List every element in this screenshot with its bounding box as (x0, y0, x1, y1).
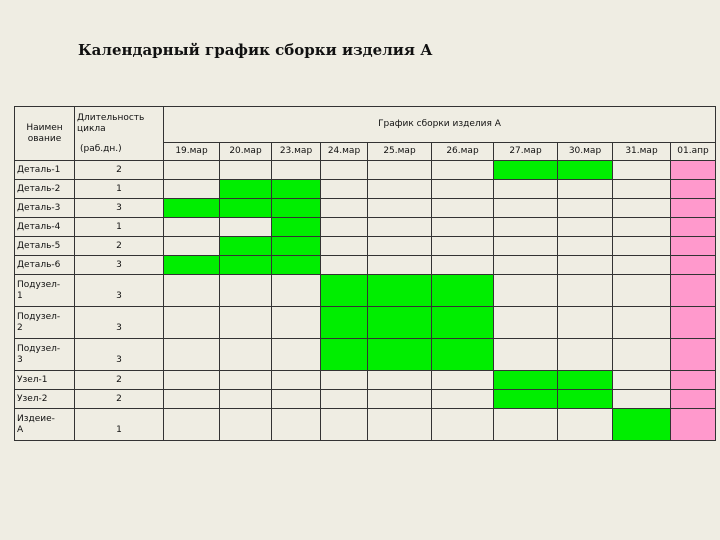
date-header: 31.мар (613, 143, 671, 161)
scheduled-cell (432, 307, 494, 339)
empty-cell (613, 161, 671, 180)
empty-cell (558, 180, 613, 199)
row-duration: 2 (75, 390, 164, 409)
scheduled-cell (494, 390, 558, 409)
empty-cell (220, 275, 272, 307)
empty-cell (220, 161, 272, 180)
empty-cell (558, 275, 613, 307)
final-day-cell (671, 199, 716, 218)
final-day-cell (671, 256, 716, 275)
empty-cell (321, 371, 368, 390)
scheduled-cell (368, 339, 432, 371)
row-duration: 1 (75, 218, 164, 237)
empty-cell (368, 390, 432, 409)
empty-cell (613, 307, 671, 339)
empty-cell (558, 256, 613, 275)
empty-cell (321, 409, 368, 441)
page-title: Календарный график сборки изделия А (78, 41, 433, 59)
empty-cell (494, 237, 558, 256)
empty-cell (494, 275, 558, 307)
empty-cell (164, 390, 220, 409)
row-name: Деталь-3 (15, 199, 75, 218)
empty-cell (432, 199, 494, 218)
date-header: 19.мар (164, 143, 220, 161)
empty-cell (368, 218, 432, 237)
empty-cell (164, 275, 220, 307)
empty-cell (272, 409, 321, 441)
row-duration: 2 (75, 237, 164, 256)
table-row (15, 256, 716, 275)
scheduled-cell (432, 339, 494, 371)
row-duration: 3 (75, 339, 164, 371)
date-header: 26.мар (432, 143, 494, 161)
header-schedule: График сборки изделия А (164, 107, 716, 143)
scheduled-cell (558, 161, 613, 180)
scheduled-cell (558, 371, 613, 390)
row-duration: 2 (75, 161, 164, 180)
assembly-schedule-table (14, 106, 716, 441)
empty-cell (272, 390, 321, 409)
table-row (15, 390, 716, 409)
empty-cell (432, 371, 494, 390)
row-name: Издеие- А (15, 409, 75, 441)
date-header: 24.мар (321, 143, 368, 161)
table-row (15, 307, 716, 339)
scheduled-cell (494, 161, 558, 180)
empty-cell (432, 409, 494, 441)
row-name: Деталь-2 (15, 180, 75, 199)
scheduled-cell (558, 390, 613, 409)
empty-cell (613, 218, 671, 237)
empty-cell (272, 275, 321, 307)
empty-cell (321, 180, 368, 199)
empty-cell (494, 180, 558, 199)
empty-cell (164, 237, 220, 256)
empty-cell (368, 256, 432, 275)
final-day-cell (671, 275, 716, 307)
row-duration: 3 (75, 199, 164, 218)
row-duration: 2 (75, 371, 164, 390)
row-name: Подузел- 1 (15, 275, 75, 307)
row-name: Деталь-4 (15, 218, 75, 237)
row-duration: 3 (75, 275, 164, 307)
date-header: 27.мар (494, 143, 558, 161)
scheduled-cell (494, 371, 558, 390)
header-duration-unit: (раб.дн.) (80, 143, 122, 154)
scheduled-cell (368, 275, 432, 307)
empty-cell (220, 371, 272, 390)
empty-cell (558, 409, 613, 441)
empty-cell (432, 390, 494, 409)
empty-cell (164, 307, 220, 339)
empty-cell (494, 409, 558, 441)
empty-cell (164, 218, 220, 237)
date-header: 30.мар (558, 143, 613, 161)
date-header: 25.мар (368, 143, 432, 161)
empty-cell (613, 339, 671, 371)
empty-cell (368, 371, 432, 390)
empty-cell (613, 180, 671, 199)
empty-cell (494, 218, 558, 237)
final-day-cell (671, 307, 716, 339)
empty-cell (613, 237, 671, 256)
empty-cell (494, 199, 558, 218)
empty-cell (432, 218, 494, 237)
table-row (15, 275, 716, 307)
scheduled-cell (321, 307, 368, 339)
date-header: 20.мар (220, 143, 272, 161)
empty-cell (432, 180, 494, 199)
scheduled-cell (220, 199, 272, 218)
final-day-cell (671, 218, 716, 237)
empty-cell (368, 180, 432, 199)
empty-cell (321, 390, 368, 409)
empty-cell (272, 339, 321, 371)
empty-cell (220, 307, 272, 339)
empty-cell (494, 256, 558, 275)
empty-cell (613, 390, 671, 409)
empty-cell (613, 275, 671, 307)
row-duration: 3 (75, 256, 164, 275)
empty-cell (558, 199, 613, 218)
table-row (15, 180, 716, 199)
empty-cell (613, 256, 671, 275)
row-name: Подузел- 2 (15, 307, 75, 339)
header-duration-label: Длительность цикла (77, 112, 145, 134)
scheduled-cell (321, 275, 368, 307)
table-row (15, 161, 716, 180)
header-row (15, 107, 716, 143)
empty-cell (220, 409, 272, 441)
scheduled-cell (368, 307, 432, 339)
empty-cell (558, 237, 613, 256)
empty-cell (164, 180, 220, 199)
scheduled-cell (220, 180, 272, 199)
empty-cell (220, 339, 272, 371)
empty-cell (164, 161, 220, 180)
row-name: Деталь-1 (15, 161, 75, 180)
row-name: Деталь-6 (15, 256, 75, 275)
scheduled-cell (613, 409, 671, 441)
empty-cell (321, 199, 368, 218)
scheduled-cell (164, 199, 220, 218)
empty-cell (321, 256, 368, 275)
table-row (15, 237, 716, 256)
final-day-cell (671, 180, 716, 199)
final-day-cell (671, 371, 716, 390)
empty-cell (494, 307, 558, 339)
row-name: Подузел- 3 (15, 339, 75, 371)
empty-cell (368, 161, 432, 180)
scheduled-cell (220, 256, 272, 275)
empty-cell (368, 237, 432, 256)
empty-cell (368, 409, 432, 441)
date-header: 01.апр (671, 143, 716, 161)
empty-cell (613, 199, 671, 218)
scheduled-cell (272, 199, 321, 218)
empty-cell (321, 237, 368, 256)
empty-cell (272, 161, 321, 180)
scheduled-cell (272, 237, 321, 256)
final-day-cell (671, 237, 716, 256)
scheduled-cell (220, 237, 272, 256)
empty-cell (368, 199, 432, 218)
empty-cell (432, 161, 494, 180)
header-name: Наимен ование (15, 107, 75, 161)
empty-cell (432, 237, 494, 256)
empty-cell (613, 371, 671, 390)
scheduled-cell (164, 256, 220, 275)
final-day-cell (671, 390, 716, 409)
row-name: Узел-2 (15, 390, 75, 409)
table-row (15, 218, 716, 237)
table-row (15, 371, 716, 390)
table-row (15, 409, 716, 441)
scheduled-cell (321, 339, 368, 371)
empty-cell (272, 307, 321, 339)
header-duration (75, 107, 164, 161)
row-duration: 1 (75, 180, 164, 199)
final-day-cell (671, 161, 716, 180)
final-day-cell (671, 409, 716, 441)
empty-cell (321, 218, 368, 237)
empty-cell (164, 371, 220, 390)
empty-cell (220, 390, 272, 409)
empty-cell (432, 256, 494, 275)
table-row (15, 339, 716, 371)
scheduled-cell (432, 275, 494, 307)
empty-cell (558, 307, 613, 339)
final-day-cell (671, 339, 716, 371)
empty-cell (220, 218, 272, 237)
scheduled-cell (272, 256, 321, 275)
empty-cell (558, 339, 613, 371)
scheduled-cell (272, 180, 321, 199)
empty-cell (164, 339, 220, 371)
scheduled-cell (272, 218, 321, 237)
empty-cell (272, 371, 321, 390)
table-row (15, 199, 716, 218)
empty-cell (558, 218, 613, 237)
row-name: Узел-1 (15, 371, 75, 390)
empty-cell (321, 161, 368, 180)
empty-cell (494, 339, 558, 371)
row-duration: 1 (75, 409, 164, 441)
row-duration: 3 (75, 307, 164, 339)
row-name: Деталь-5 (15, 237, 75, 256)
empty-cell (164, 409, 220, 441)
date-header: 23.мар (272, 143, 321, 161)
